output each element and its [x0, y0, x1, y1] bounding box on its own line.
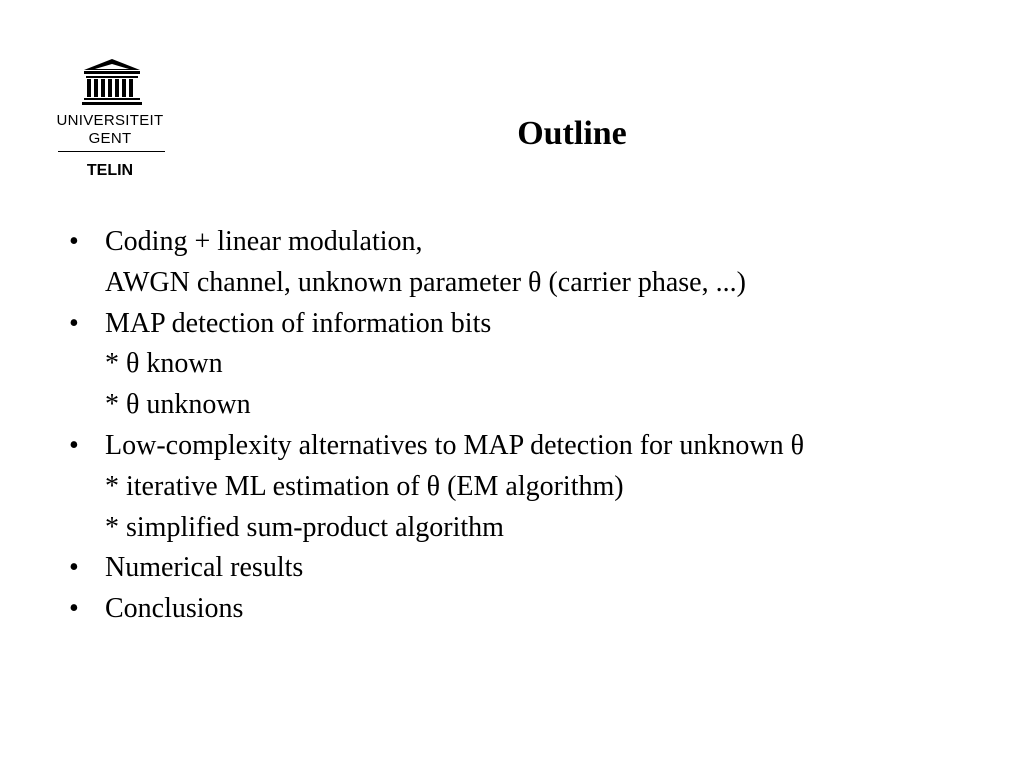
- outline-item-text: Low-complexity alternatives to MAP detection for unknown θ: [105, 429, 805, 461]
- logo-university-text: UNIVERSITEIT: [56, 112, 164, 129]
- outline-item: [60, 426, 1000, 548]
- outline-item: [60, 548, 1000, 589]
- bullet-icon: •: [69, 429, 79, 461]
- bullet-icon: •: [69, 552, 79, 584]
- slide-title: Outline: [517, 115, 627, 152]
- outline-subitem-text: AWGN channel, unknown parameter θ (carrier phase, ...): [105, 266, 746, 298]
- outline-item-text: Numerical results: [105, 552, 304, 584]
- bullet-icon: •: [69, 226, 79, 257]
- outline-subitem-text: * θ known: [105, 348, 223, 380]
- outline-item-text: Conclusions: [105, 593, 244, 625]
- outline-item-text: Coding + linear modulation,: [105, 226, 423, 257]
- outline-item: [60, 304, 1000, 426]
- logo-city-text: GENT: [88, 130, 132, 147]
- bullet-icon: •: [69, 593, 79, 625]
- building-columns-icon: [81, 58, 143, 106]
- logo-department-text: TELIN: [86, 162, 134, 179]
- outline-subitem-text: * iterative ML estimation of θ (EM algorithm): [105, 470, 624, 502]
- outline-item: [60, 222, 1000, 304]
- outline-item-text: MAP detection of information bits: [105, 307, 492, 339]
- outline-subitem-text: * θ unknown: [105, 389, 251, 421]
- bullet-icon: •: [69, 307, 79, 339]
- outline-list: [60, 222, 1000, 630]
- outline-subitem-text: * simplified sum-product algorithm: [105, 511, 504, 543]
- outline-item: [60, 589, 1000, 630]
